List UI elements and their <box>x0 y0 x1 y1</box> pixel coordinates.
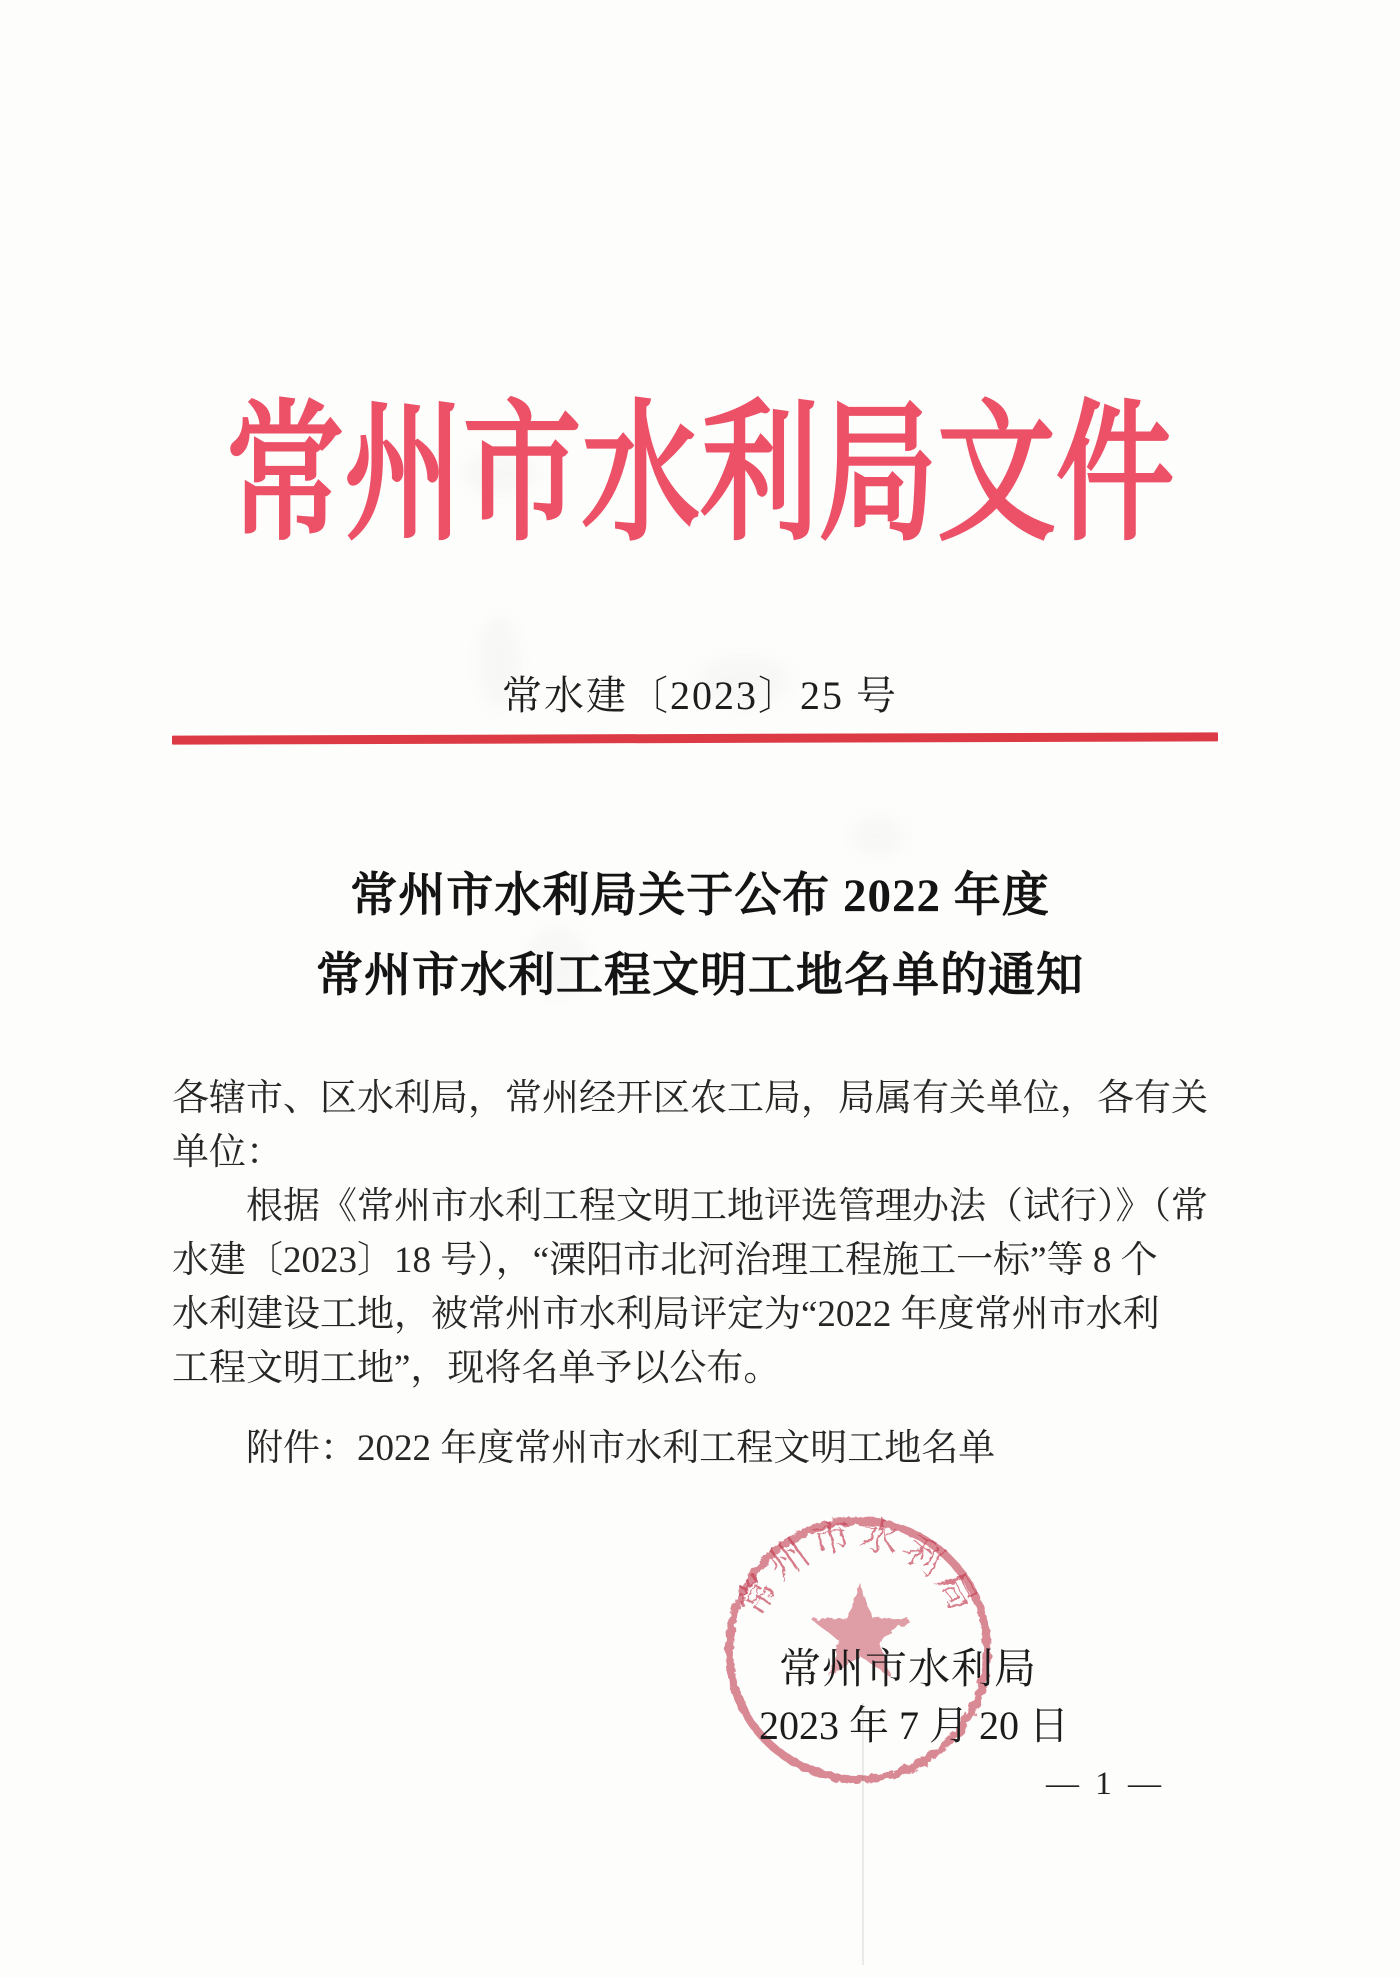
document-number: 常水建〔2023〕25 号 <box>502 673 898 718</box>
notice-title-line2: 常州市水利工程文明工地名单的通知 <box>316 950 1084 1002</box>
body-line: 根据《常州市水利工程文明工地评选管理办法（试行）》（常 <box>246 1186 1208 1227</box>
notice-title-line1: 常州市水利局关于公布 2022 年度 <box>350 870 1050 922</box>
body-line: 水建〔2023〕18 号），“溧阳市北河治理工程施工一标”等 8 个 <box>172 1240 1158 1281</box>
red-divider-line <box>172 732 1218 744</box>
signature-date: 2023 年 7 月 20 日 <box>759 1703 1069 1748</box>
body-line: 水利建设工地，被常州市水利局评定为“2022 年度常州市水利 <box>172 1294 1160 1335</box>
body-line: 各辖市、区水利局，常州经开区农工局，局属有关单位，各有关 <box>172 1078 1208 1119</box>
signature-issuer: 常州市水利局 <box>779 1647 1038 1693</box>
body-line: 工程文明工地”，现将名单予以公布。 <box>172 1348 781 1389</box>
attachment-line: 附件：2022 年度常州市水利工程文明工地名单 <box>246 1428 996 1469</box>
agency-banner-title: 常州市水利局文件 <box>225 391 1175 559</box>
body-line: 单位： <box>172 1132 283 1173</box>
scan-smudge <box>852 816 904 856</box>
page-number: — 1 — <box>1046 1766 1165 1802</box>
seal-arc-text: 常州市水利局 <box>729 1513 987 1624</box>
body-text <box>172 1072 1218 1476</box>
paper-crease-line <box>862 1703 864 1965</box>
notice-title <box>0 856 1400 1016</box>
